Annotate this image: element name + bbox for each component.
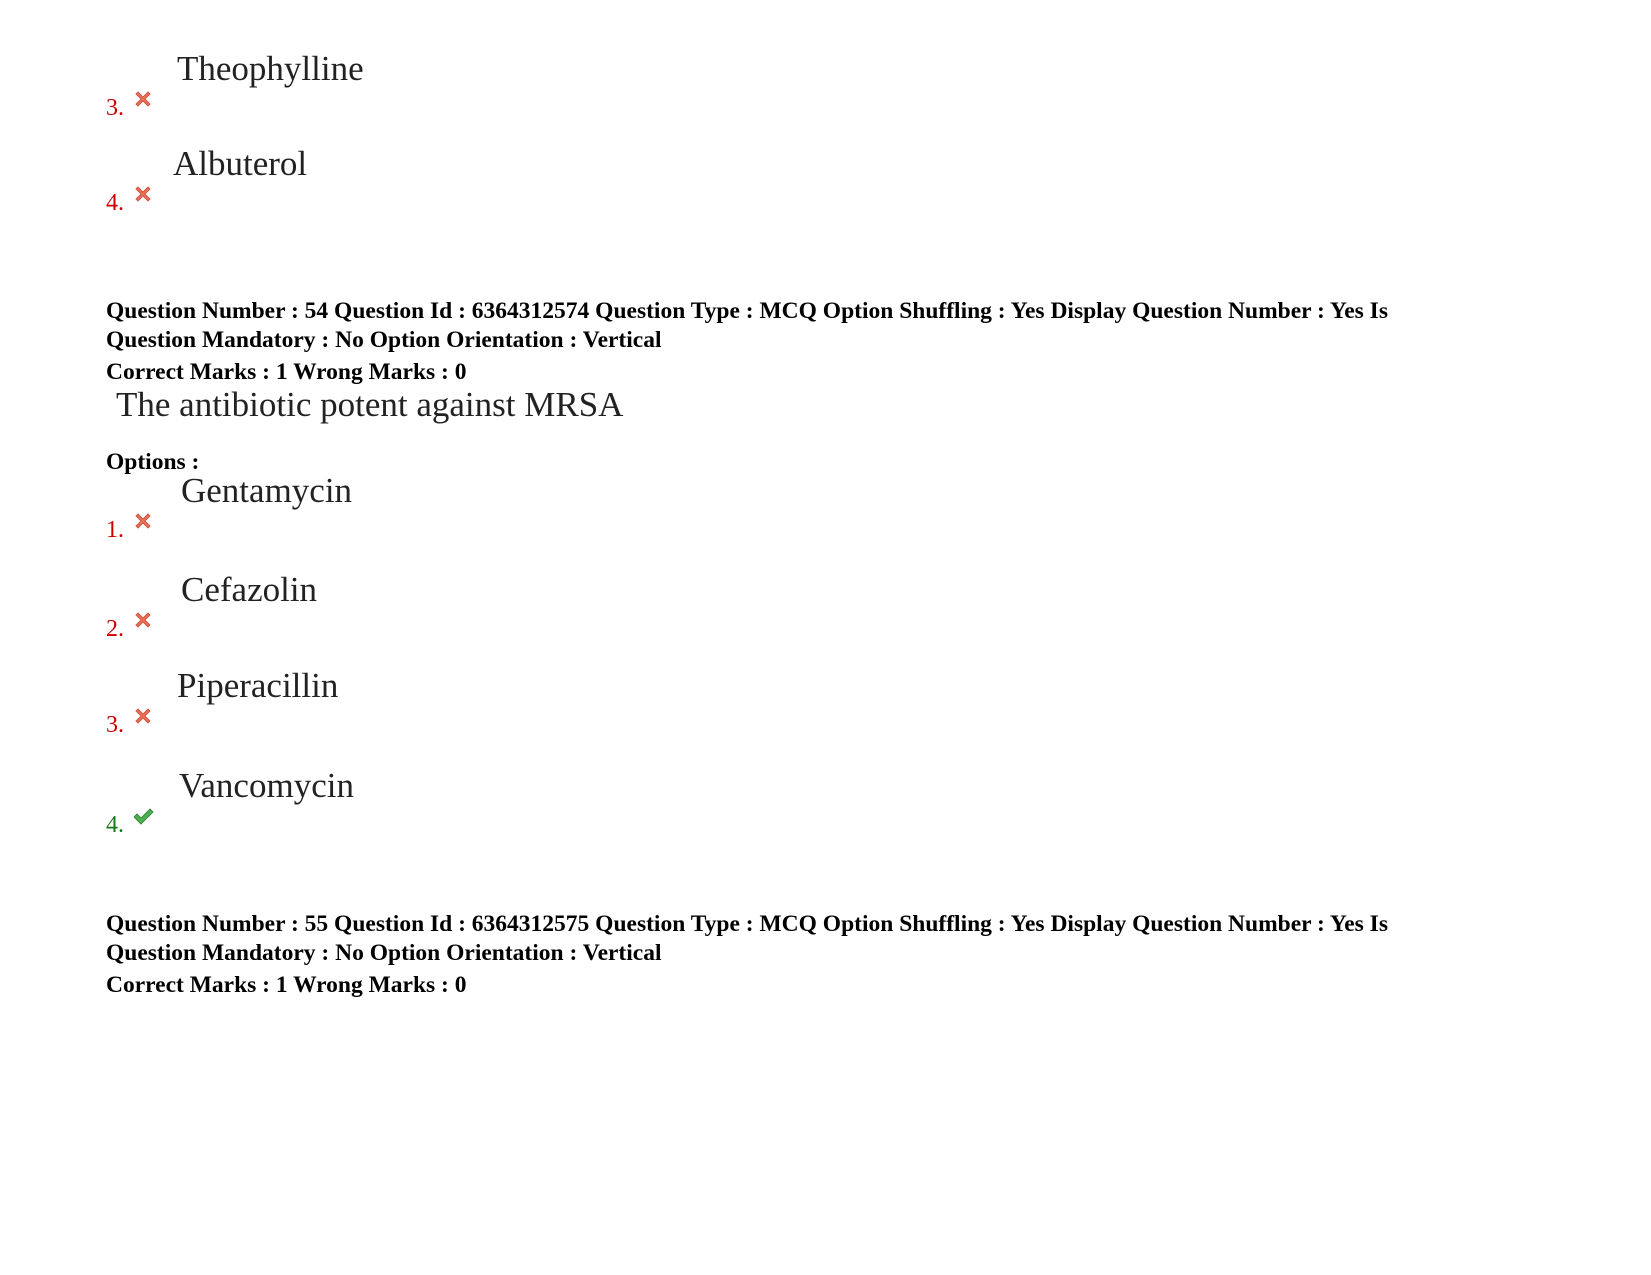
cross-icon xyxy=(132,705,154,727)
option-number: 2. xyxy=(106,616,124,642)
option-item xyxy=(106,571,706,641)
option-item xyxy=(106,145,706,215)
question-marks: Correct Marks : 1 Wrong Marks : 0 xyxy=(106,359,467,385)
question-meta xyxy=(106,910,1546,968)
cross-icon xyxy=(132,609,154,631)
question-marks: Correct Marks : 1 Wrong Marks : 0 xyxy=(106,972,467,998)
question-meta xyxy=(106,297,1546,355)
option-number: 1. xyxy=(106,517,124,543)
option-item xyxy=(106,667,706,737)
question-text: The antibiotic potent against MRSA xyxy=(116,385,624,424)
question-meta-line: Question Number : 54 Question Id : 6364312574 Question Type : MCQ Option Shuffling : Yes Display Question Number : Yes Is xyxy=(106,298,1388,324)
option-text: Theophylline xyxy=(177,49,364,88)
option-item xyxy=(106,767,706,837)
cross-icon xyxy=(132,183,154,205)
question-meta-line: Question Mandatory : No Option Orientation : Vertical xyxy=(106,940,662,966)
option-number: 3. xyxy=(106,95,124,121)
option-number: 4. xyxy=(106,812,124,838)
cross-icon xyxy=(132,88,154,110)
option-number: 3. xyxy=(106,712,124,738)
cross-icon xyxy=(132,510,154,532)
option-text: Albuterol xyxy=(173,144,308,183)
check-icon xyxy=(132,805,154,827)
option-item xyxy=(106,472,706,542)
question-meta-line: Question Number : 55 Question Id : 6364312575 Question Type : MCQ Option Shuffling : Yes Display Question Number : Yes Is xyxy=(106,911,1388,937)
option-text: Vancomycin xyxy=(179,766,354,805)
question-meta-line: Question Mandatory : No Option Orientation : Vertical xyxy=(106,327,662,353)
option-item xyxy=(106,50,706,120)
option-text: Gentamycin xyxy=(181,471,353,510)
option-number: 4. xyxy=(106,190,124,216)
option-text: Piperacillin xyxy=(177,666,339,705)
options-label: Options : xyxy=(106,449,200,475)
option-text: Cefazolin xyxy=(181,570,318,609)
